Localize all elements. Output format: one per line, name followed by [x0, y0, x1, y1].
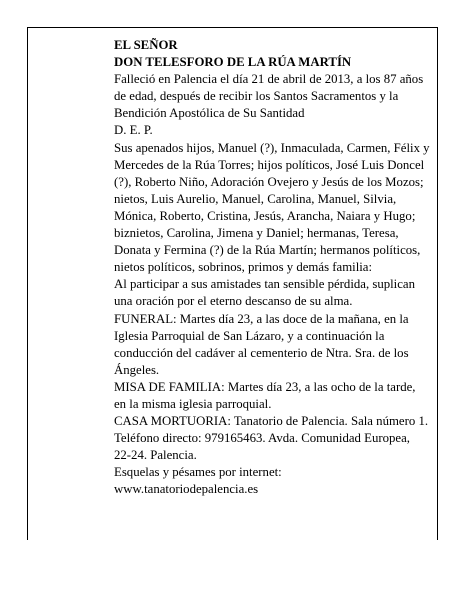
frame-left-border: [27, 27, 28, 540]
heading-title: EL SEÑOR: [114, 38, 178, 52]
rip-text: D. E. P.: [114, 123, 153, 138]
deceased-name: DON TELESFORO DE LA RÚA MARTÍN: [114, 55, 352, 70]
online-label: Esquelas y pésames por internet:: [114, 465, 282, 480]
prayer-request: Al participar a sus amistades tan sensible pérdida, suplican una oración por el eterno descanso de su alma.: [114, 277, 415, 309]
family-mass-info: MISA DE FAMILIA: Martes día 23, a las ocho de la tarde, en la misma iglesia parroquial.: [114, 379, 416, 411]
mortuary-info: CASA MORTUORIA: Tanatorio de Palencia. Sala número 1. Teléfono directo: 979165463. Avda. Comunidad Europea, 22-24. Palencia.: [114, 414, 429, 463]
obituary-notice: [114, 37, 430, 499]
death-info: Falleció en Palencia el día 21 de abril de 2013, a los 87 años de edad, después de recibir los Santos Sacramentos y la Bendición Apostólica de Su Santidad: [114, 72, 424, 121]
website-link[interactable]: www.tanatoriodepalencia.es: [114, 482, 259, 497]
family-list: Sus apenados hijos, Manuel (?), Inmaculada, Carmen, Félix y Mercedes de la Rúa Torres; hijos políticos, José Luis Doncel (?), Roberto Niño, Adoración Ovejero y Jesús de los Mozos; nietos, Luis Aurelio, Manuel, Carolina, Manuel, Silvia, Mónica, Roberto, Cristina, Jesús, Arancha, Naiara y Hugo; biznietos, Carolina, Jimena y Daniel; hermanas, Teresa, Donata y Fermina (?) de la Rúa Martín; hermanos políticos, nietos políticos, sobrinos, primos y demás familia:: [114, 140, 430, 275]
frame-right-border: [437, 27, 438, 540]
frame-top-border: [27, 27, 438, 28]
funeral-info: FUNERAL: Martes día 23, a las doce de la mañana, en la Iglesia Parroquial de San Lázaro, y a continuación la conducción del cadáver al cementerio de Ntra. Sra. de los Ángeles.: [114, 311, 409, 377]
